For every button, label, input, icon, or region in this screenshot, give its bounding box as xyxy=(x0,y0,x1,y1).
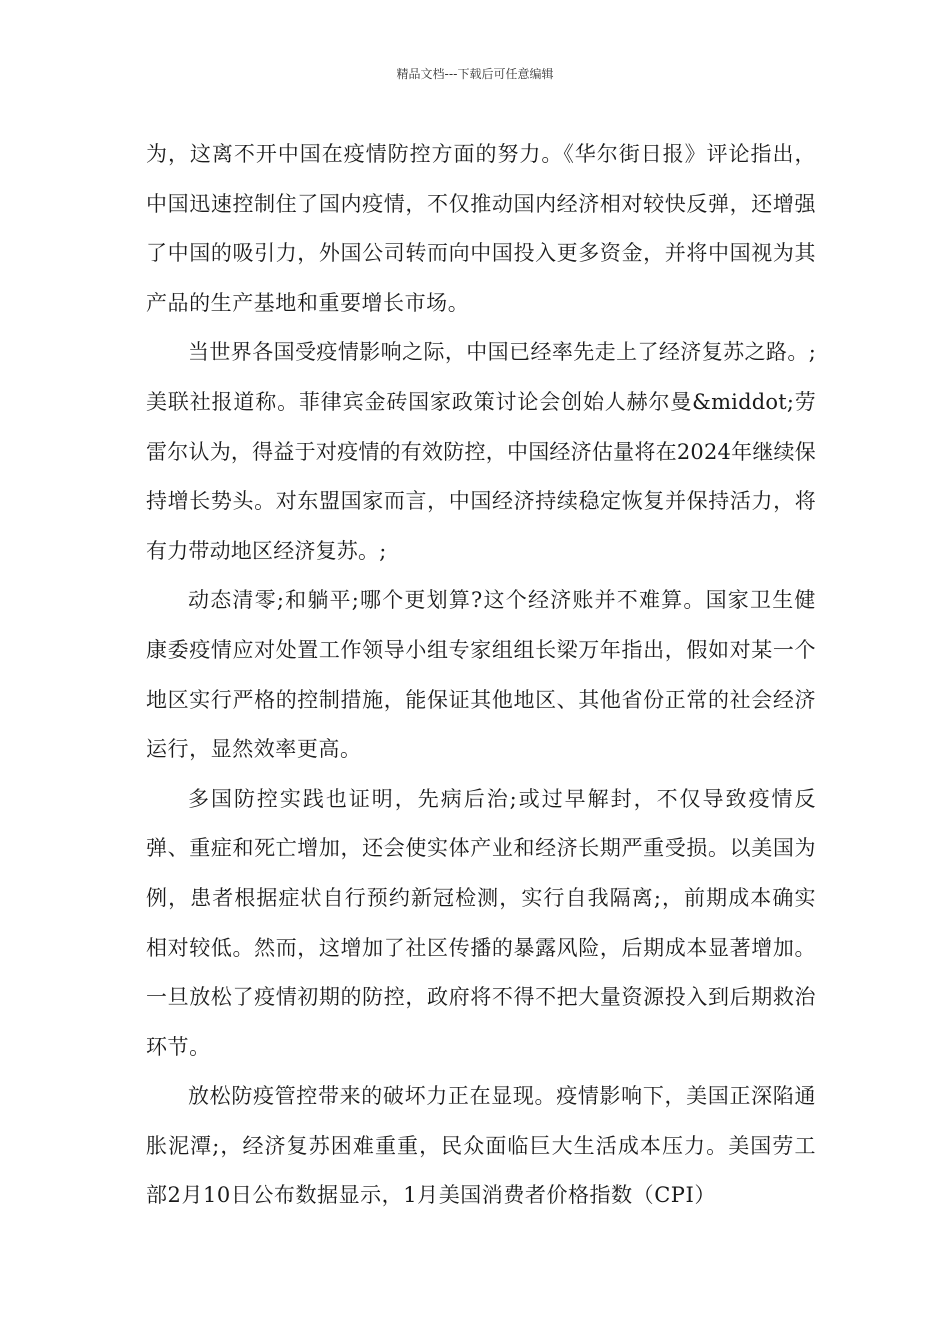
paragraph-3: 动态清零;和躺平;哪个更划算?这个经济账并不难算。国家卫生健康委疫情应对处置工作领导小组专家组组长梁万年指出，假如对某一个地区实行严格的控制措施，能保证其他地区、其他省份正常的社会经济运行，显然效率更高。 xyxy=(146,588,816,762)
paragraph-5: 放松防疫管控带来的破坏力正在显现。疫情影响下，美国正深陷通胀泥潭;，经济复苏困难重重，民众面临巨大生活成本压力。美国劳工部2月10日公布数据显示，1月美国消费者价格指数（CPI） xyxy=(146,1084,816,1208)
document-body xyxy=(146,130,816,1221)
paragraph-4: 多国防控实践也证明，先病后治;或过早解封，不仅导致疫情反弹、重症和死亡增加，还会使实体产业和经济长期严重受损。以美国为例，患者根据症状自行预约新冠检测，实行自我隔离;，前期成本确实相对较低。然而，这增加了社区传播的暴露风险，后期成本显著增加。一旦放松了疫情初期的防控，政府将不得不把大量资源投入到后期救治环节。 xyxy=(146,786,816,1059)
paragraph-1: 为，这离不开中国在疫情防控方面的努力。《华尔街日报》评论指出，中国迅速控制住了国内疫情，不仅推动国内经济相对较快反弹，还增强了中国的吸引力，外国公司转而向中国投入更多资金，并将中国视为其产品的生产基地和重要增长市场。 xyxy=(146,142,816,315)
page-header: 精品文档---下载后可任意编辑 xyxy=(396,67,554,81)
paragraph-2: 当世界各国受疫情影响之际，中国已经率先走上了经济复苏之路。;美联社报道称。菲律宾金砖国家政策讨论会创始人赫尔曼&middot;劳雷尔认为，得益于对疫情的有效防控，中国经济估量将在2024年继续保持增长势头。对东盟国家而言，中国经济持续稳定恢复并保持活力，将有力带动地区经济复苏。; xyxy=(146,340,816,563)
